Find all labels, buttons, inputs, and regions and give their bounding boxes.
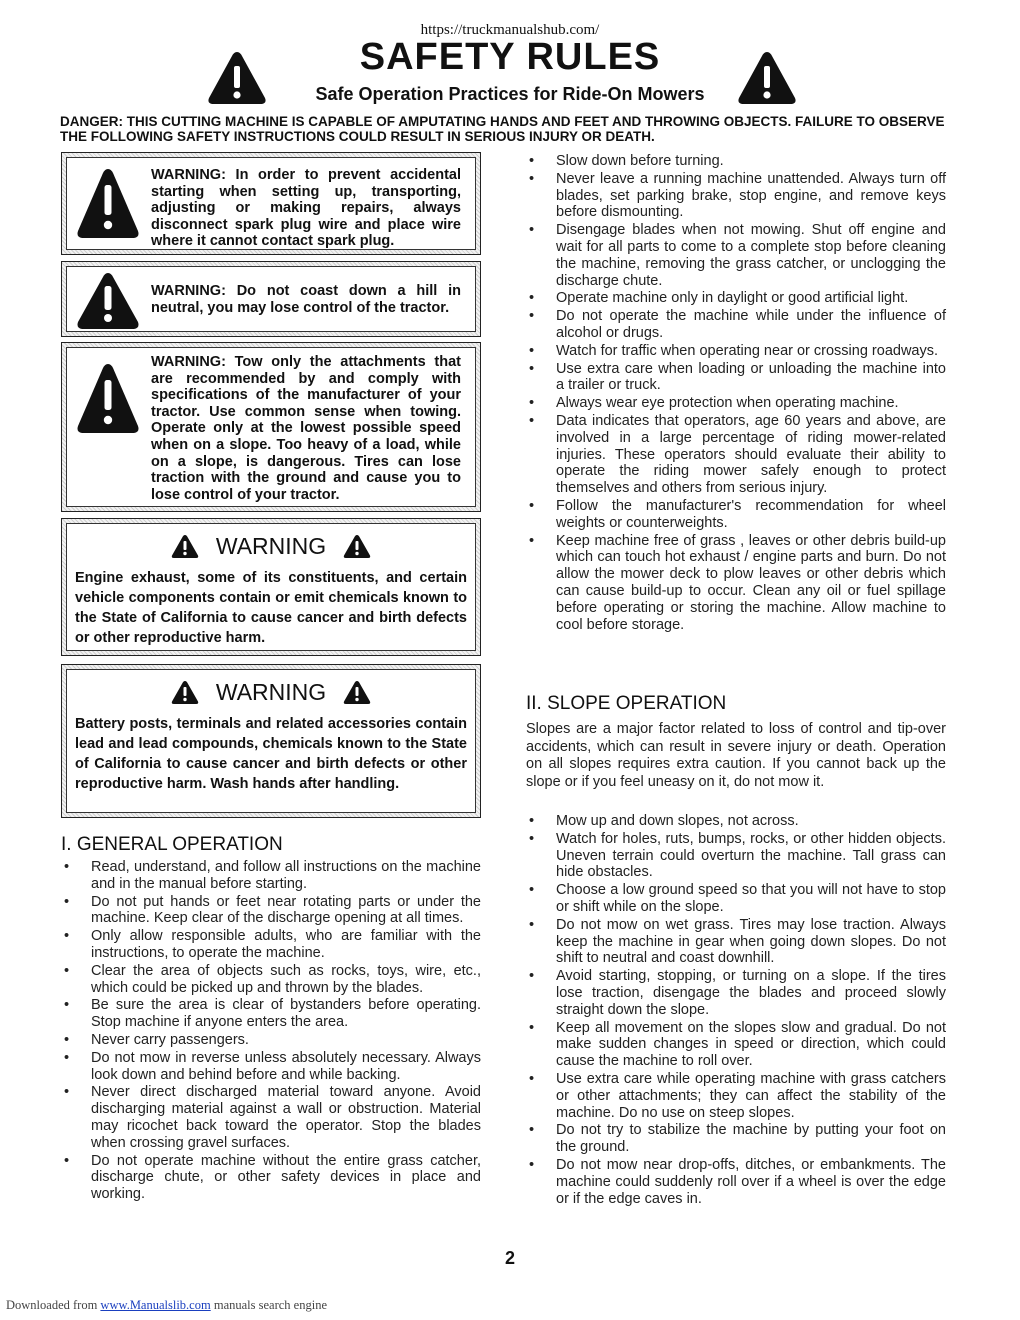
list-item: • Choose a low ground speed so that you will not have to stop or shift while on the slope. [529,882,946,915]
list-item: • Never direct discharged material toward anyone. Avoid discharging material against a wall or obstruction. Material may ricochet back toward the operator. Stop the blades when crossing gravel surfaces. [64,1084,481,1151]
footer [6,1298,327,1313]
list-item: • Only allow responsible adults, who are familiar with the instructions, to operate the machine. [64,928,481,961]
warning-box-spark-plug [61,152,481,255]
warning-triangle-icon [75,167,141,241]
warning-body: Engine exhaust, some of its constituents, and certain vehicle components contain or emit chemicals known to the State of California to cause cancer and birth defects or other reproductive harm. [75,570,467,646]
list-item: • Be sure the area is clear of bystanders before operating. Stop machine if anyone enters the area. [64,997,481,1031]
list-item: • Follow the manufacturer's recommendation for wheel weights or counterweights. [529,497,946,531]
list-item: • Never leave a running machine unattended. Always turn off blades, set parking brake, stop engine, and remove keys before dismounting. [529,170,946,221]
list-item: • Slow down before turning. [529,153,724,169]
warning-triangle-icon [343,534,371,559]
warning-box-towing [61,342,481,512]
list-item: • Always wear eye protection when operating machine. [529,395,899,412]
footer-prefix: Downloaded from [6,1298,98,1312]
warning-triangle-icon [75,362,141,436]
list-item: • Use extra care when loading or unloading the machine into a trailer or truck. [529,360,946,394]
page-number: 2 [504,1248,515,1268]
list-item: • Data indicates that operators, age 60 years and above, are involved in a large percentage of riding mower-related injuries. These operators should evaluate their ability to operate the riding mower safely enough to protect themselves and others from serious injury. [529,412,946,497]
list-item: • Do not mow in reverse unless absolutely necessary. Always look down and behind before and while backing. [64,1049,481,1083]
warning-text: WARNING: Do not coast down a hill in neutral, you may lose control of the tractor. [151,283,461,316]
list-item: • Clear the area of objects such as rocks, toys, wire, etc., which could be picked up and thrown by the blades. [64,962,481,996]
california-warning-exhaust [61,518,481,656]
warning-triangle-icon [75,271,141,331]
warning-heading-label: WARNING [215,679,327,706]
list-item: • Do not try to stabilize the machine by putting your foot on the ground. [529,1122,946,1156]
page-subtitle: Safe Operation Practices for Ride-On Mowers [315,84,705,104]
list-item: • Watch for traffic when operating near or crossing roadways. [529,342,939,359]
general-operation-continued-list [526,153,946,634]
list-item: • Do not operate machine without the entire grass catcher, discharge chute, or other safety devices in place and working. [64,1152,481,1203]
footer-suffix: manuals search engine [213,1298,327,1312]
list-item: • Disengage blades when not mowing. Shut off engine and wait for all parts to come to a complete stop before cleaning the machine, removing the grass catcher, or unclogging the discharge chute. [529,222,946,289]
california-warning-battery [61,664,481,818]
list-item: • Mow up and down slopes, not across. [529,813,799,829]
list-item: • Keep all movement on the slopes slow and gradual. Do not make sudden changes in speed or direction, which could cause the machine to roll over. [529,1019,946,1070]
list-item: • Do not operate the machine while under the influence of alcohol or drugs. [529,308,946,341]
list-item: • Keep machine free of grass , leaves or other debris build-up which can touch hot exhaust / engine parts and burn. Do not allow the mower deck to plow leaves or other debris which can cause build-up to occur. Clean any oil or fuel spillage before operating or storing the machine. Allow machine to cool before storage. [529,532,946,633]
list-item: • Never carry passengers. [64,1031,249,1048]
warning-triangle-icon [171,680,199,705]
warning-heading [67,678,475,706]
warning-triangle-icon [171,534,199,559]
warning-triangle-icon [343,680,371,705]
warning-heading [67,532,475,560]
footer-link[interactable]: www.Manualslib.com [100,1298,211,1312]
section-title-slope-operation: II. SLOPE OPERATION [526,693,727,714]
list-item: • Watch for holes, ruts, bumps, rocks, or other hidden objects. Uneven terrain could overturn the machine. Tall grass can hide obstacles. [529,830,946,881]
list-item: • Read, understand, and follow all instructions on the machine and in the manual before starting. [64,859,481,892]
warning-text: WARNING: Tow only the attachments that are recommended by and comply with specifications of the manufacturer of your tractor. Use common sense when towing. Operate only at the lowest possible speed when on a slope. Too heavy of a load, while on a slope, is dangerous. Tires can lose traction with the ground and cause you to lose control of your tractor. [151,354,461,503]
warning-box-coast-hill [61,261,481,337]
danger-statement: DANGER: THIS CUTTING MACHINE IS CAPABLE OF AMPUTATING HANDS AND FEET AND THROWING OBJECTS. FAILURE TO OBSERVE THE FOLLOWING SAFETY INSTRUCTIONS COULD RESULT IN SERIOUS INJURY OR DEATH. [60,114,945,144]
warning-body: Battery posts, terminals and related accessories contain lead and lead compounds, chemicals known to the State of California to cause cancer and birth defects or other reproductive harm. Wash hands after handling. [75,716,467,792]
section-title-general-operation: I. GENERAL OPERATION [61,834,283,855]
warning-heading-label: WARNING [215,533,327,560]
source-url: https://truckmanualshub.com/ [420,22,600,38]
list-item: • Do not mow on wet grass. Tires may lose traction. Always keep the machine in gear when going down slopes. Do not shift to neutral and coast downhill. [529,916,946,967]
warning-triangle-icon [206,50,268,106]
list-item: • Operate machine only in daylight or good artificial light. [529,290,909,307]
list-item: • Use extra care while operating machine with grass catchers or other attachments; they can affect the stability of the machine. Do no use on steep slopes. [529,1070,946,1121]
page-title: SAFETY RULES [359,36,661,78]
warning-triangle-icon [736,50,798,106]
slope-operation-list [526,813,946,1208]
list-item: • Avoid starting, stopping, or turning on a slope. If the tires lose traction, disengage the blades and proceed slowly straight down the slope. [529,968,946,1018]
list-item: • Do not mow near drop-offs, ditches, or embankments. The machine could suddenly roll over if a wheel is over the edge or if the edge caves in. [529,1156,946,1207]
general-operation-list [61,859,481,1204]
warning-text: WARNING: In order to prevent accidental starting when setting up, transporting, adjusting or making repairs, always disconnect spark plug wire and place wire where it cannot contact spark plug. [151,167,461,250]
list-item: • Do not put hands or feet near rotating parts or under the machine. Keep clear of the discharge opening at all times. [64,893,481,927]
slope-intro: Slopes are a major factor related to loss of control and tip-over accidents, which can result in severe injury or death. Operation on all slopes requires extra caution. If you cannot back up the slope or if you feel uneasy on it, do not mow it. [526,721,946,790]
